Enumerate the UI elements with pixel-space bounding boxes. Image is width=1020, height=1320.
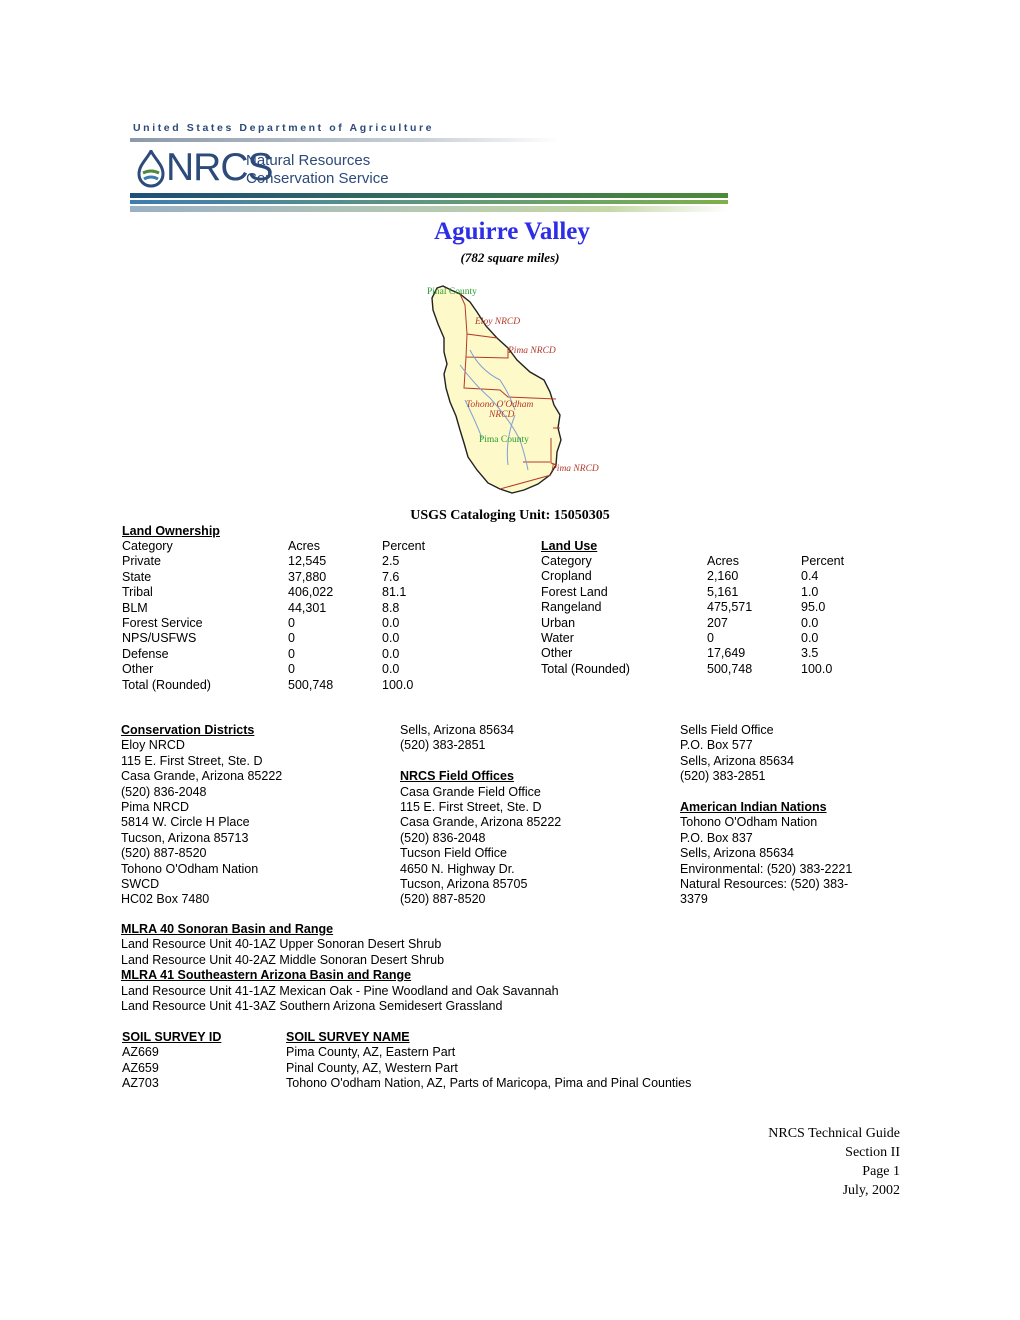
text-line: 115 E. First Street, Ste. D	[121, 753, 263, 768]
table-cell: 44,301	[288, 600, 327, 615]
land-use-row	[541, 585, 871, 600]
header-rule	[130, 138, 560, 142]
ownership-row	[122, 601, 482, 616]
land-use-row	[541, 662, 871, 677]
table-cell: 0	[288, 631, 295, 646]
section-heading: NRCS Field Offices	[400, 769, 514, 784]
table-cell: 207	[707, 615, 728, 630]
text-line: Land Resource Unit 41-3AZ Southern Arizona Semidesert Grassland	[121, 998, 503, 1013]
ownership-row	[122, 616, 482, 631]
table-cell: 0.0	[801, 615, 819, 630]
table-cell: 0.0	[382, 631, 400, 646]
table-cell: Urban	[541, 615, 576, 630]
text-line: (520) 836-2048	[400, 830, 486, 845]
mlra-section	[121, 922, 559, 1014]
land-use-row	[541, 631, 871, 646]
table-cell: 0.0	[801, 630, 819, 645]
section-heading: Conservation Districts	[121, 723, 255, 737]
text-line: 3379	[680, 892, 708, 907]
table-cell: Other	[122, 662, 154, 677]
text-line: (520) 887-8520	[121, 846, 207, 861]
land-ownership-table	[122, 539, 482, 693]
text-line: Sells, Arizona 85634	[400, 723, 514, 737]
table-cell: 95.0	[801, 600, 826, 615]
land-use-row-header	[541, 554, 871, 569]
table-cell: Forest Service	[122, 615, 203, 630]
table-cell: Defense	[122, 646, 169, 661]
table-cell: 100.0	[382, 677, 414, 692]
soil-survey-id-header: SOIL SURVEY ID	[122, 1030, 222, 1044]
column-header: Category	[122, 539, 173, 553]
table-cell: 406,022	[288, 585, 334, 600]
header-band	[130, 206, 728, 212]
text-line: Natural Resources: (520) 383-	[680, 876, 849, 891]
table-cell: 0.0	[382, 615, 400, 630]
table-cell: Pinal County, AZ, Western Part	[286, 1060, 458, 1075]
map-label-tohono-nrcd-line2: NRCD	[489, 410, 515, 420]
land-ownership-heading: Land Ownership	[122, 524, 220, 538]
section-heading: American Indian Nations	[680, 799, 827, 814]
table-cell: Total (Rounded)	[122, 677, 211, 692]
text-line: (520) 383-2851	[400, 738, 486, 753]
table-cell: 37,880	[288, 569, 327, 584]
text-line: Pima NRCD	[121, 799, 190, 814]
table-cell: 0	[288, 615, 295, 630]
table-cell: AZ703	[122, 1076, 159, 1091]
land-use-row	[541, 616, 871, 631]
table-cell: 8.8	[382, 600, 400, 615]
table-cell: Other	[541, 646, 573, 661]
table-cell: 2.5	[382, 554, 400, 569]
watershed-map	[420, 280, 620, 505]
map-label-pinal-county: Pinal County	[427, 287, 477, 297]
ownership-row	[122, 662, 482, 677]
logo-line-1: Natural Resources	[246, 152, 371, 169]
column-header: Acres	[288, 539, 320, 553]
table-cell: 100.0	[801, 661, 833, 676]
footer-page: Page 1	[862, 1164, 900, 1179]
column-header: Category	[541, 554, 592, 568]
conservation-districts-column	[121, 723, 282, 908]
text-line: 5814 W. Circle H Place	[121, 815, 250, 830]
soil-survey-row	[122, 1045, 766, 1060]
footer-date: July, 2002	[842, 1183, 900, 1198]
map-label-tohono-nrcd: Tohono O'Odham	[466, 400, 534, 410]
table-cell: Private	[122, 554, 161, 569]
section-heading: MLRA 41 Southeastern Arizona Basin and Range	[121, 968, 412, 983]
ownership-row	[122, 678, 482, 693]
soil-survey-table	[122, 1030, 766, 1092]
table-cell: 500,748	[288, 677, 334, 692]
column-header: Acres	[707, 554, 739, 568]
field-offices-column	[400, 723, 561, 908]
text-line: (520) 836-2048	[121, 784, 207, 799]
table-cell: BLM	[122, 600, 148, 615]
text-line	[400, 754, 561, 769]
text-line: P.O. Box 837	[680, 830, 753, 845]
page-subtitle: (782 square miles)	[460, 250, 560, 265]
text-line: Tucson, Arizona 85713	[121, 830, 249, 845]
table-cell: AZ659	[122, 1060, 159, 1075]
text-line: Tohono O'Odham Nation	[121, 861, 259, 876]
table-cell: 0.4	[801, 569, 819, 584]
text-line: (520) 383-2851	[680, 769, 766, 784]
ownership-row	[122, 570, 482, 585]
map-label-pima-nrcd: Pima NRCD	[508, 346, 556, 356]
header-band	[130, 200, 728, 204]
text-line: Sells, Arizona 85634	[680, 753, 794, 768]
text-line: Tucson Field Office	[400, 846, 507, 861]
table-cell: Tohono O'odham Nation, AZ, Parts of Maricopa, Pima and Pinal Counties	[286, 1076, 692, 1091]
soil-survey-name-header: SOIL SURVEY NAME	[286, 1030, 410, 1044]
table-cell: 81.1	[382, 585, 407, 600]
table-cell: 0.0	[382, 646, 400, 661]
land-use-row	[541, 600, 871, 615]
text-line: Casa Grande, Arizona 85222	[400, 815, 562, 830]
table-cell: 0	[288, 646, 295, 661]
text-line: SWCD	[121, 876, 160, 891]
table-cell: 0	[707, 630, 714, 645]
land-use-table	[541, 554, 871, 677]
table-cell: 0.0	[382, 662, 400, 677]
table-cell: 475,571	[707, 600, 753, 615]
table-cell: 17,649	[707, 646, 746, 661]
soil-survey-row	[122, 1061, 766, 1076]
table-cell: 12,545	[288, 554, 327, 569]
column-header: Percent	[801, 554, 845, 568]
usgs-cataloging-unit: USGS Cataloging Unit: 15050305	[410, 508, 610, 523]
table-cell: 5,161	[707, 584, 739, 599]
table-cell: Tribal	[122, 585, 153, 600]
text-line: Environmental: (520) 383-2221	[680, 861, 853, 876]
footer-section: Section II	[845, 1145, 900, 1160]
section-heading: MLRA 40 Sonoran Basin and Range	[121, 922, 334, 936]
table-cell: Cropland	[541, 569, 592, 584]
table-cell: Total (Rounded)	[541, 661, 630, 676]
text-line: HC02 Box 7480	[121, 892, 210, 907]
table-cell: 500,748	[707, 661, 753, 676]
text-line	[680, 785, 852, 800]
text-line: Casa Grande, Arizona 85222	[121, 769, 283, 784]
water-drop-icon	[136, 150, 166, 188]
table-cell: Rangeland	[541, 600, 602, 615]
text-line: Land Resource Unit 40-1AZ Upper Sonoran Desert Shrub	[121, 937, 442, 952]
table-cell: Forest Land	[541, 584, 608, 599]
column-header: Percent	[382, 539, 426, 553]
table-cell: Water	[541, 630, 574, 645]
map-label-pima-county: Pima County	[479, 435, 529, 445]
table-cell: Pima County, AZ, Eastern Part	[286, 1045, 456, 1060]
table-cell: NPS/USFWS	[122, 631, 197, 646]
text-line: Land Resource Unit 41-1AZ Mexican Oak - Pine Woodland and Oak Savannah	[121, 983, 559, 998]
text-line: Sells Field Office	[680, 723, 774, 737]
text-line: P.O. Box 577	[680, 738, 753, 753]
map-label-pima-nrcd-south: Pima NRCD	[551, 464, 599, 474]
map-label-eloy-nrcd: Eloy NRCD	[475, 317, 521, 327]
usda-banner: United States Department of Agriculture	[133, 122, 435, 134]
table-cell: 0	[288, 662, 295, 677]
text-line: Sells, Arizona 85634	[680, 846, 794, 861]
text-line: (520) 887-8520	[400, 892, 486, 907]
text-line: Land Resource Unit 40-2AZ Middle Sonoran Desert Shrub	[121, 952, 445, 967]
table-cell: 1.0	[801, 584, 819, 599]
header-band	[130, 193, 728, 198]
table-cell: 2,160	[707, 569, 739, 584]
text-line: Eloy NRCD	[121, 738, 185, 753]
text-line: 4650 N. Highway Dr.	[400, 861, 515, 876]
table-cell: 3.5	[801, 646, 819, 661]
nrcs-logo-text: NRCS	[166, 146, 273, 189]
text-line: Casa Grande Field Office	[400, 784, 541, 799]
ownership-row	[122, 554, 482, 569]
ownership-row	[122, 631, 482, 646]
logo-line-2: Conservation Service	[246, 170, 389, 187]
ownership-row	[122, 585, 482, 600]
text-line: Tohono O'Odham Nation	[680, 815, 818, 830]
indian-nations-column	[680, 723, 852, 908]
page-footer	[768, 1124, 900, 1200]
text-line: Tucson, Arizona 85705	[400, 876, 528, 891]
table-cell: AZ669	[122, 1045, 159, 1060]
land-use-row	[541, 569, 871, 584]
page-title: Aguirre Valley	[434, 218, 590, 245]
land-use-heading: Land Use	[541, 539, 598, 553]
footer-guide: NRCS Technical Guide	[768, 1126, 900, 1141]
land-use-row	[541, 646, 871, 661]
soil-survey-row	[122, 1076, 766, 1091]
table-cell: 7.6	[382, 569, 400, 584]
table-cell: State	[122, 569, 152, 584]
text-line: 115 E. First Street, Ste. D	[400, 799, 542, 814]
ownership-row	[122, 647, 482, 662]
ownership-row-header	[122, 539, 482, 554]
